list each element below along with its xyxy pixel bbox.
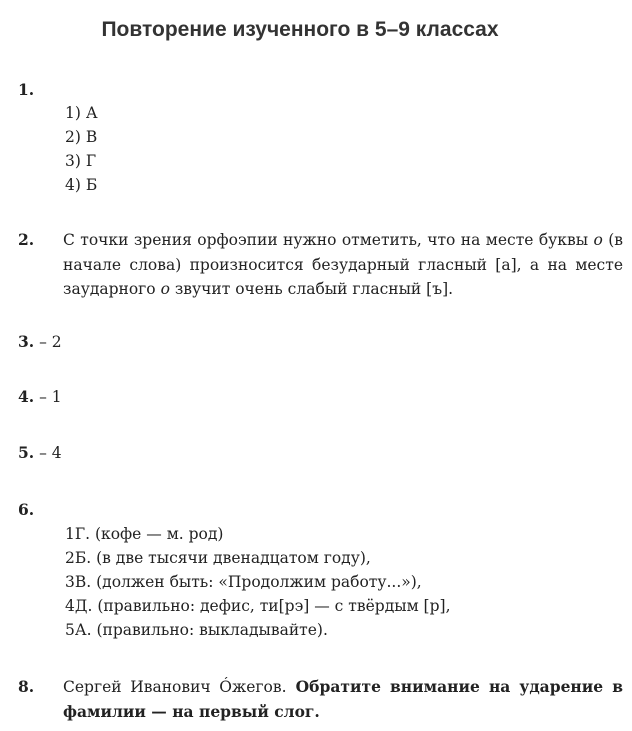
note: Обратите внимание на ударение в фамилии — на первый слог. [63,677,623,721]
name: Сергей Иванович Óжегов. [63,678,287,696]
question-answer [18,332,62,351]
question-number: 4. [18,387,35,406]
question-number: 3. [18,332,35,351]
page-title: Повторение изученного в 5–9 классах [101,18,499,41]
letter: о [160,280,170,298]
answer-paragraph [63,675,623,724]
answer: – 2 [34,333,62,351]
text: звучит очень слабый гласный [ъ]. [169,280,454,298]
question-number: 5. [18,443,35,462]
question-answer [18,443,62,462]
question-number: 8. [18,677,35,696]
question-number: 1. [18,80,35,99]
letter: о [593,231,603,249]
question-number: 6. [18,500,35,519]
answer-item: 4) Б [65,176,98,194]
answer-paragraph [63,228,623,302]
answer-item: 2Б. (в две тысячи двенадцатом году), [65,549,371,567]
question-answer [18,387,62,406]
question-number: 2. [18,230,35,249]
answer-item: 3В. (должен быть: «Продолжим работу...»), [65,573,422,591]
text: (в начале слова) произносится безударный гласный [а], а на месте заударного [63,231,623,298]
answer-item: 1Г. (кофе — м. род) [65,525,224,543]
answer-item: 3) Г [65,152,97,170]
answer: – 4 [34,444,62,462]
answer-item: 2) В [65,128,98,146]
answer-item: 4Д. (правильно: дефис, ти[рэ] — с твёрдым [р], [65,597,451,615]
text: С точки зрения орфоэпии нужно отметить, что на месте буквы [63,231,594,249]
answer-item: 1) А [65,104,98,122]
answer: – 1 [34,388,62,406]
answer-item: 5А. (правильно: выкладывайте). [65,621,328,639]
